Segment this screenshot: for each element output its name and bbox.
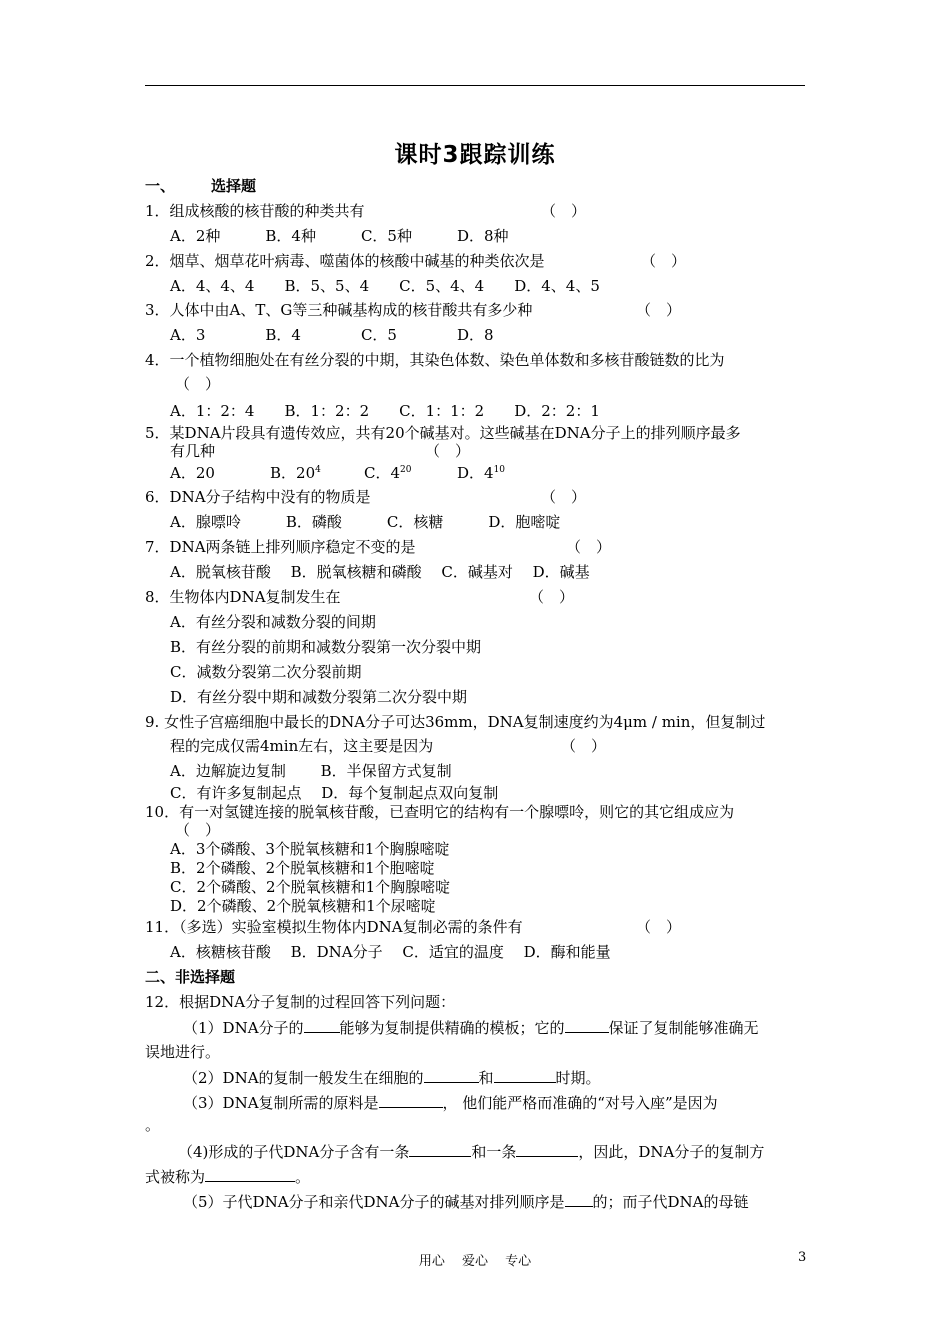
answer-paren-6: （ ） <box>541 488 587 506</box>
question-2-options: A．4、4、4 B．5、5、4 C．5、4、4 D．4、4、5 <box>170 277 600 295</box>
answer-paren-4: （ ） <box>175 375 221 393</box>
question-6: 6．DNA分子结构中没有的物质是 <box>145 488 371 506</box>
section-choice-number: 一、 <box>145 177 176 195</box>
question-8-option-d: D．有丝分裂中期和减数分裂第二次分裂中期 <box>170 688 468 706</box>
question-5-line-2: 有几种 <box>170 442 216 460</box>
question-10-option-b: B．2个磷酸、2个脱氧核糖和1个胞嘧啶 <box>170 859 435 877</box>
question-10-option-a: A．3个磷酸、3个脱氧核糖和1个胸腺嘧啶 <box>170 840 450 858</box>
page-title: 课时3跟踪训练 <box>394 142 556 168</box>
question-12-part-2: （2）DNA的复制一般发生在细胞的 和 时期。 <box>183 1069 601 1087</box>
fill-blank <box>494 1068 556 1083</box>
question-4: 4．一个植物细胞处在有丝分裂的中期，其染色体数、染色单体数和多核苷酸链数的比为 <box>145 351 725 369</box>
answer-paren-1: （ ） <box>541 202 587 220</box>
fill-blank <box>409 1142 471 1157</box>
question-3: 3．人体中由A、T、G等三种碱基构成的核苷酸共有多少种 <box>145 301 533 319</box>
question-9-options-cd: C．有许多复制起点 D．每个复制起点双向复制 <box>170 784 499 802</box>
question-7: 7．DNA两条链上排列顺序稳定不变的是 <box>145 538 416 556</box>
answer-paren-2: （ ） <box>641 252 687 270</box>
question-10-option-c: C．2个磷酸、2个脱氧核糖和1个胸腺嘧啶 <box>170 878 451 896</box>
question-3-options: A．3 B．4 C．5 D．8 <box>170 326 494 344</box>
question-10: 10．有一对氢键连接的脱氧核苷酸，已查明它的结构有一个腺嘌呤，则它的其它组成应为 <box>145 803 735 821</box>
fill-blank <box>205 1167 295 1182</box>
question-11-options: A．核糖核苷酸 B．DNA分子 C．适宜的温度 D．酶和能量 <box>170 943 611 961</box>
question-12-part-5: （5）子代DNA分子和亲代DNA分子的碱基对排列顺序是 的；而子代DNA的母链 <box>183 1193 749 1211</box>
question-10-option-d: D．2个磷酸、2个脱氧核糖和1个尿嘧啶 <box>170 897 436 915</box>
question-12: 12．根据DNA分子复制的过程回答下列问题： <box>145 993 456 1011</box>
question-8-option-a: A．有丝分裂和减数分裂的间期 <box>170 613 376 631</box>
answer-paren-11: （ ） <box>636 918 682 936</box>
question-6-options: A．腺嘌呤 B．磷酸 C．核糖 D．胞嘧啶 <box>170 513 561 531</box>
question-12-part-3-cont: 。 <box>145 1116 161 1134</box>
question-8-option-b: B．有丝分裂的前期和减数分裂第一次分裂中期 <box>170 638 482 656</box>
question-5-option-b: B．$20^4$ <box>270 464 321 482</box>
question-5-option-a: A．20 <box>170 464 215 482</box>
question-9: 9. 女性子宫癌细胞中最长的DNA分子可达36mm，DNA复制速度约为4μm / min，但复制过 <box>145 713 766 731</box>
fill-blank <box>379 1093 443 1108</box>
question-12-part-4: （4)形成的子代DNA分子含有一条 和一条 ，因此，DNA分子的复制方 <box>178 1143 765 1161</box>
fill-blank <box>424 1068 479 1083</box>
question-8: 8．生物体内DNA复制发生在 <box>145 588 341 606</box>
fill-blank <box>516 1142 578 1157</box>
fill-blank <box>565 1192 593 1207</box>
question-5-option-d: D．$4^{10}$ <box>457 464 506 482</box>
fill-blank <box>304 1018 340 1033</box>
answer-paren-7: （ ） <box>566 538 612 556</box>
section-nonchoice-title: 二、非选择题 <box>145 968 236 986</box>
question-12-part-3: （3）DNA复制所需的原料是 ， 他们能严格而准确的“对号入座”是因为 <box>183 1094 718 1112</box>
question-12-part-1: （1）DNA分子的 能够为复制提供精确的模板；它的 保证了复制能够准确无 <box>183 1019 759 1037</box>
page-number: 3 <box>798 1250 807 1265</box>
answer-paren-5: （ ） <box>425 442 471 460</box>
fill-blank <box>565 1018 609 1033</box>
question-5: 5．某DNA片段具有遗传效应，共有20个碱基对。这些碱基在DNA分子上的排列顺序最多 <box>145 424 741 442</box>
answer-paren-8: （ ） <box>529 588 575 606</box>
page-footer: 用心 爱心 专心 <box>418 1254 532 1269</box>
section-choice-title: 选择题 <box>211 177 257 195</box>
question-4-options: A．1：2：4 B．1：2：2 C．1：1：2 D．2：2：1 <box>170 402 600 420</box>
answer-paren-3: （ ） <box>636 301 682 319</box>
question-8-option-c: C．减数分裂第二次分裂前期 <box>170 663 362 681</box>
question-9-options-ab: A．边解旋边复制 B．半保留方式复制 <box>170 762 452 780</box>
question-2: 2．烟草、烟草花叶病毒、噬菌体的核酸中碱基的种类依次是 <box>145 252 545 270</box>
question-12-part-1-cont: 误地进行。 <box>145 1043 221 1061</box>
question-5-option-c: C．$4^{20}$ <box>364 464 412 482</box>
question-1: 1．组成核酸的核苷酸的种类共有 <box>145 202 365 220</box>
question-11: 11．（多选）实验室模拟生物体内DNA复制必需的条件有 <box>145 918 523 936</box>
question-1-options: A．2种 B．4种 C．5种 D．8种 <box>170 227 509 245</box>
question-7-options: A．脱氧核苷酸 B．脱氧核糖和磷酸 C．碱基对 D．碱基 <box>170 563 590 581</box>
header-rule <box>145 85 805 86</box>
question-9-line-2: 程的完成仅需4min左右，这主要是因为 <box>170 737 434 755</box>
question-12-part-4-cont: 式被称为 。 <box>145 1168 311 1186</box>
answer-paren-9: （ ） <box>561 737 607 755</box>
answer-paren-10: （ ） <box>175 821 221 839</box>
